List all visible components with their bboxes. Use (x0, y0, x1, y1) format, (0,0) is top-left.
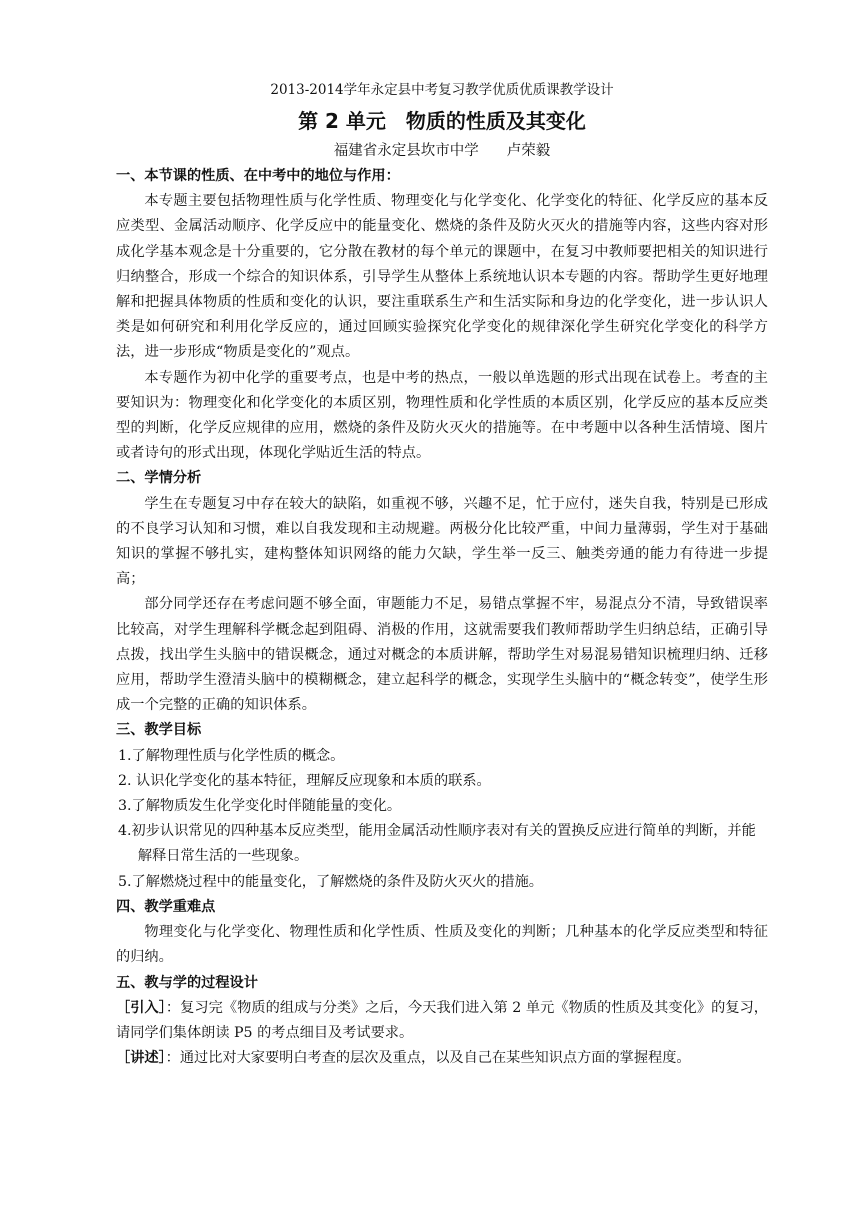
section-4-paragraph: 物理变化与化学变化、物理性质和化学性质、性质及变化的判断；几种基本的化学反应类型和特征的归纳。 (116, 924, 768, 966)
lecture-paragraph (116, 1046, 768, 1071)
intro-paragraph (116, 996, 768, 1046)
section-2-paragraph-1: 学生在专题复习中存在较大的缺陷，如重视不够，兴趣不足，忙于应付，迷失自我，特别是已形成的不良学习认知和习惯，难以自我发现和主动规避。两极分化比较严重，中间力量薄弱，学生对于基础知识的掌握不够扎实，建构整体知识网络的能力欠缺，学生举一反三、触类旁通的能力有待进一步提高； (116, 495, 768, 588)
section-5-heading: 五、教与学的过程设计 (116, 974, 258, 991)
document-page (116, 80, 768, 1071)
section-1-paragraph-1: 本专题主要包括物理性质与化学性质、物理变化与化学变化、化学变化的特征、化学反应的基本反应类型、金属活动顺序、化学反应中的能量变化、燃烧的条件及防火灭火的措施等内容，这些内容对形成化学基本观念是十分重要的，它分散在教材的每个单元的课题中，在复习中教师要把相关的知识进行归纳整合，形成一个综合的知识体系，引导学生从整体上系统地认识本专题的内容。帮助学生更好地理解和把握具体物质的性质和变化的认识，要注重联系生产和生活实际和身边的化学变化，进一步认识人类是如何研究和利用化学反应的，通过回顾实验探究化学变化的规律深化学生研究化学变化的科学方法，进一步形成“物质是变化的”观点。 (116, 193, 768, 361)
section-2-heading: 二、学情分析 (116, 470, 202, 487)
goals-list (116, 744, 768, 895)
school-name: 福建省永定县坎市中学 (333, 143, 479, 159)
goal-item: 2. 认识化学变化的基本特征，理解反应现象和本质的联系。 (118, 772, 491, 789)
goal-item: 1.了解物理性质与化学性质的概念。 (118, 747, 345, 764)
intro-tag: ［引入］ (116, 999, 166, 1016)
course-header: 2013-2014学年永定县中考复习教学优质优质课教学设计 (270, 82, 614, 98)
lecture-tag: ［讲述］ (116, 1050, 166, 1067)
page-title: 第 2 单元 物质的性质及其变化 (298, 109, 586, 133)
goal-item: 5.了解燃烧过程中的能量变化，了解燃烧的条件及防火灭火的措施。 (118, 873, 543, 890)
section-3-heading: 三、教学目标 (116, 722, 202, 739)
lecture-text: ：通过比对大家要明白考查的层次及重点，以及自己在某些知识点方面的掌握程度。 (165, 1050, 691, 1067)
author-line (116, 140, 768, 162)
teacher-name: 卢荣毅 (506, 143, 551, 159)
intro-text: ：复习完《物质的组成与分类》之后，今天我们进入第 2 单元《物质的性质及其变化》的复习，请同学们集体朗读 P5 的考点细目及考试要求。 (116, 999, 768, 1041)
section-1-paragraph-2: 本专题作为初中化学的重要考点，也是中考的热点，一般以单选题的形式出现在试卷上。考查的主要知识为：物理变化和化学变化的本质区别，物理性质和化学性质的本质区别，化学反应的基本反应类型的判断，化学反应规律的应用，燃烧的条件及防火灭火的措施等。在中考题中以各种生活情境、图片或者诗句的形式出现，体现化学贴近生活的特点。 (116, 369, 768, 462)
goal-item: 3.了解物质发生化学变化时伴随能量的变化。 (118, 798, 402, 815)
section-2-paragraph-2: 部分同学还存在考虑问题不够全面，审题能力不足，易错点掌握不牢，易混点分不清，导致错误率比较高，对学生理解科学概念起到阻碍、消极的作用，这就需要我们教师帮助学生归纳总结，正确引导点拨，找出学生头脑中的错误概念，通过对概念的本质讲解，帮助学生对易混易错知识梳理归纳、迁移应用，帮助学生澄清头脑中的模糊概念，建立起科学的概念，实现学生头脑中的“概念转变”，使学生形成一个完整的正确的知识体系。 (116, 596, 768, 714)
section-4-heading: 四、教学重难点 (116, 898, 216, 915)
goal-item: 4.初步认识常见的四种基本反应类型，能用金属活动性顺序表对有关的置换反应进行简单的判断，并能解释日常生活的一些现象。 (118, 823, 756, 865)
section-1-heading: 一、本节课的性质、在中考中的地位与作用： (116, 168, 400, 184)
